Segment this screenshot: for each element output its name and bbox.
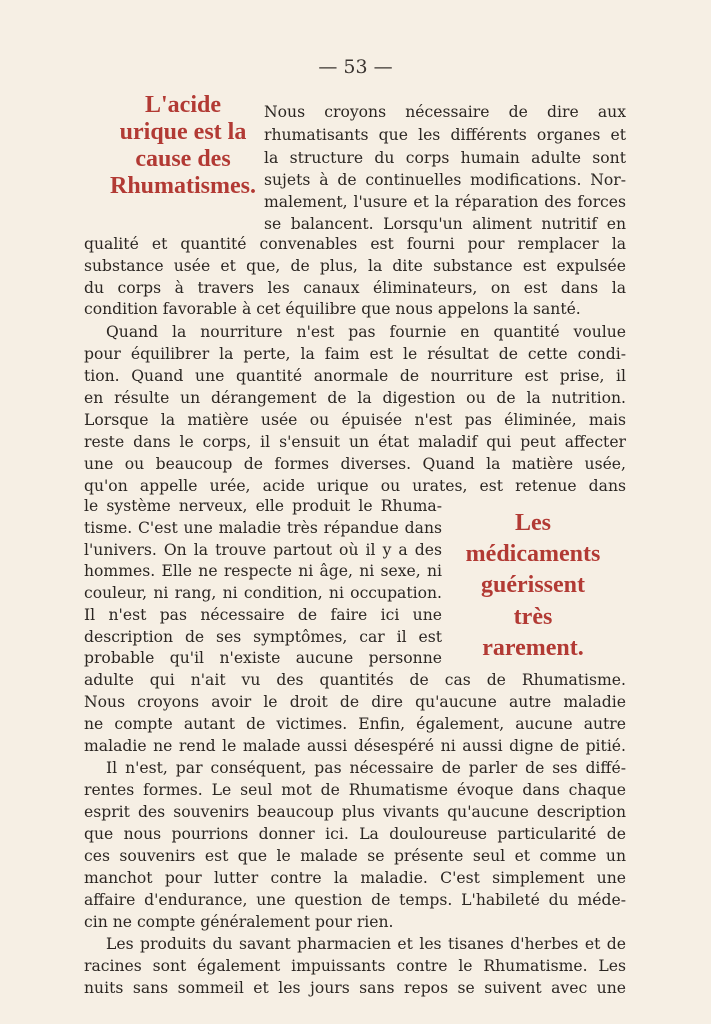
text-line: tion. Quand une quantité anormale de nourriture est prise, il [84,367,626,385]
text-line: condition favorable à cet équilibre que nous appelons la santé. [84,300,581,318]
text-line: manchot pour lutter contre la maladie. C'est simplement une [84,869,626,887]
text-line: Nous croyons nécessaire de dire aux [264,103,626,121]
side-note-line: médicaments [465,541,601,568]
text-line: qualité et quantité convenables est fourni pour remplacer la [84,235,626,253]
side-note-medicaments [448,508,618,664]
page-number: — 53 — [318,56,393,78]
text-line: cin ne compte généralement pour rien. [84,913,394,931]
text-line: substance usée et que, de plus, la dite substance est expulsée [84,257,626,275]
text-line: pour équilibrer la perte, la faim est le résultat de cette condi- [84,345,626,363]
text-line: l'univers. On la trouve partout où il y a des [84,541,442,559]
text-line: sujets à de continuelles modifications. Nor- [264,171,626,189]
text-line: couleur, ni rang, ni condition, ni occupation. [84,584,442,602]
text-line: malement, l'usure et la réparation des forces [264,193,626,211]
side-note-line: urique est la [119,118,247,145]
text-line: en résulte un dérangement de la digestion ou de la nutrition. [84,389,626,407]
text-line: maladie ne rend le malade aussi désespéré ni aussi digne de pitié. [84,737,626,755]
side-note-line: Les [515,510,551,536]
text-line: adulte qui n'ait vu des quantités de cas de Rhumatisme. [84,671,626,689]
side-note-line: L'acide [145,92,221,118]
text-line: Quand la nourriture n'est pas fournie en quantité voulue [106,323,626,341]
text-line: ne compte autant de victimes. Enfin, également, aucune autre [84,715,626,733]
text-line: Il n'est, par conséquent, pas nécessaire de parler de ses diffé- [106,759,626,777]
text-line: rhumatisants que les différents organes et [264,126,626,144]
side-note-line: rarement. [482,634,584,661]
side-note-line: guérissent [481,572,585,599]
text-line: ces souvenirs est que le malade se présente seul et comme un [84,847,626,865]
side-note-line: Rhumatismes. [109,172,256,199]
text-line: que nous pourrions donner ici. La douloureuse particularité de [84,825,626,843]
text-line: rentes formes. Le seul mot de Rhumatisme évoque dans chaque [84,781,626,799]
text-line: racines sont également impuissants contre le Rhumatisme. Les [84,957,626,975]
text-line: une ou beaucoup de formes diverses. Quand la matière usée, [84,455,626,473]
text-line: Nous croyons avoir le droit de dire qu'aucune autre maladie [84,693,626,711]
text-line: la structure du corps humain adulte sont [264,149,626,167]
text-line: reste dans le corps, il s'ensuit un état maladif qui peut affecter [84,433,626,451]
text-line: probable qu'il n'existe aucune personne [84,649,442,667]
text-line: nuits sans sommeil et les jours sans repos se suivent avec une [84,979,626,997]
text-line: du corps à travers les canaux éliminateurs, on est dans la [84,279,626,297]
side-note-line: cause des [135,145,231,172]
text-line: le système nerveux, elle produit le Rhuma- [84,497,442,515]
side-note-line: très [513,603,553,630]
text-line: qu'on appelle urée, acide urique ou urates, est retenue dans [84,477,626,495]
text-line: affaire d'endurance, une question de temps. L'habileté du méde- [84,891,626,909]
text-line: hommes. Elle ne respecte ni âge, ni sexe, ni [84,562,442,580]
text-line: Il n'est pas nécessaire de faire ici une [84,606,442,624]
text-line: Lorsque la matière usée ou épuisée n'est pas éliminée, mais [84,411,626,429]
text-line: esprit des souvenirs beaucoup plus vivants qu'aucune description [84,803,626,821]
text-line: description de ses symptômes, car il est [84,628,442,646]
text-line: tisme. C'est une maladie très répandue dans [84,519,442,537]
side-note-acide-urique [108,92,258,200]
text-line: se balancent. Lorsqu'un aliment nutritif en [264,215,626,233]
text-line: Les produits du savant pharmacien et les tisanes d'herbes et de [106,935,626,953]
